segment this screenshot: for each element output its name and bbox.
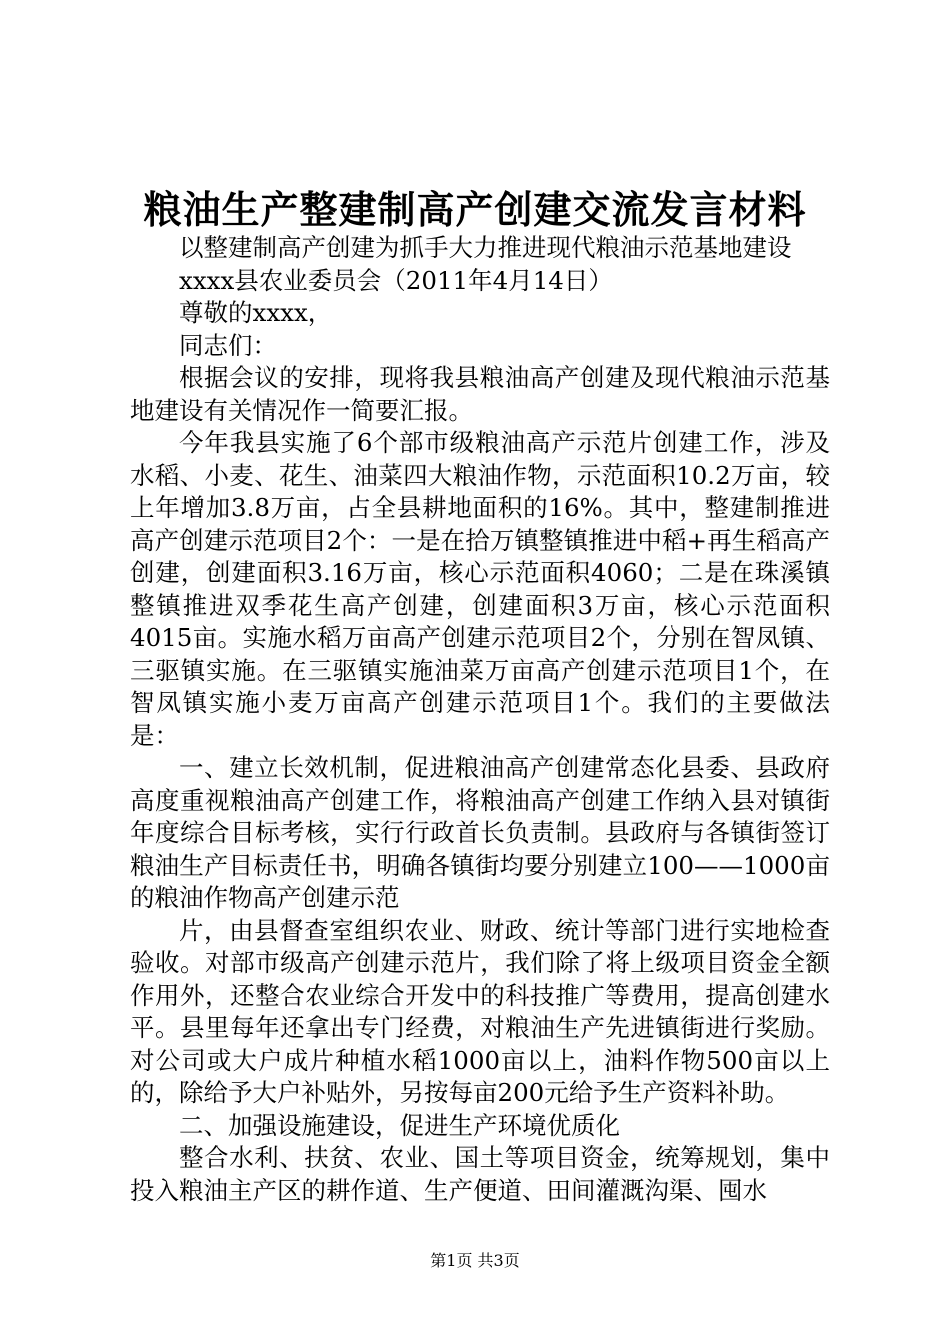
body-paragraph: 整合水利、扶贫、农业、国土等项目资金，统筹规划，集中投入粮油主产区的耕作道、生产便道、田间灌溉沟渠、囤水 — [130, 1143, 830, 1205]
document-body — [130, 232, 830, 1207]
subtitle: 以整建制高产创建为抓手大力推进现代粮油示范基地建设 — [179, 233, 792, 262]
body-paragraph: 片，由县督查室组织农业、财政、统计等部门进行实地检查验收。对部市级高产创建示范片，我们除了将上级项目资金全额作用外，还整合农业综合开发中的科技推广等费用，提高创建水平。县里每年还拿出专门经费，对粮油生产先进镇街进行奖励。对公司或大户成片种植水稻1000亩以上，油料作物500亩以上的，除给予大户补贴外，另按每亩200元给予生产资料补助。 — [130, 915, 830, 1107]
author-line: xxxx县农业委员会（2011年4月14日） — [179, 265, 613, 295]
salutation-line: 尊敬的xxxx， — [179, 298, 333, 327]
body-paragraph: 今年我县实施了6个部市级粮油高产示范片创建工作，涉及水稻、小麦、花生、油菜四大粮油作物，示范面积10.2万亩，较上年增加3.8万亩，占全县耕地面积的16%。其中，整建制推进高产创建示范项目2个：一是在拾万镇整镇推进中稻+再生稻高产创建，创建面积3.16万亩，核心示范面积4060；二是在珠溪镇整镇推进双季花生高产创建，创建面积3万亩，核心示范面积4015亩。实施水稻万亩高产创建示范项目2个，分别在智凤镇、三驱镇实施。在三驱镇实施油菜万亩高产创建示范项目1个，在智凤镇实施小麦万亩高产创建示范项目1个。我们的主要做法是： — [130, 428, 830, 750]
document-title: 粮油生产整建制高产创建交流发言材料 — [143, 188, 807, 232]
section-heading: 二、加强设施建设，促进生产环境优质化 — [179, 1110, 620, 1140]
body-paragraph: 根据会议的安排，现将我县粮油高产创建及现代粮油示范基地建设有关情况作一简要汇报。 — [130, 363, 830, 425]
page-number: 第1页 共3页 — [430, 1251, 520, 1270]
salutation-line: 同志们： — [179, 330, 277, 360]
body-paragraph: 一、建立长效机制，促进粮油高产创建常态化县委、县政府高度重视粮油高产创建工作，将粮油高产创建工作纳入县对镇街年度综合目标考核，实行行政首长负责制。县政府与各镇街签订粮油生产目标责任书，明确各镇街均要分别建立100——1000亩的粮油作物高产创建示范 — [130, 753, 830, 912]
